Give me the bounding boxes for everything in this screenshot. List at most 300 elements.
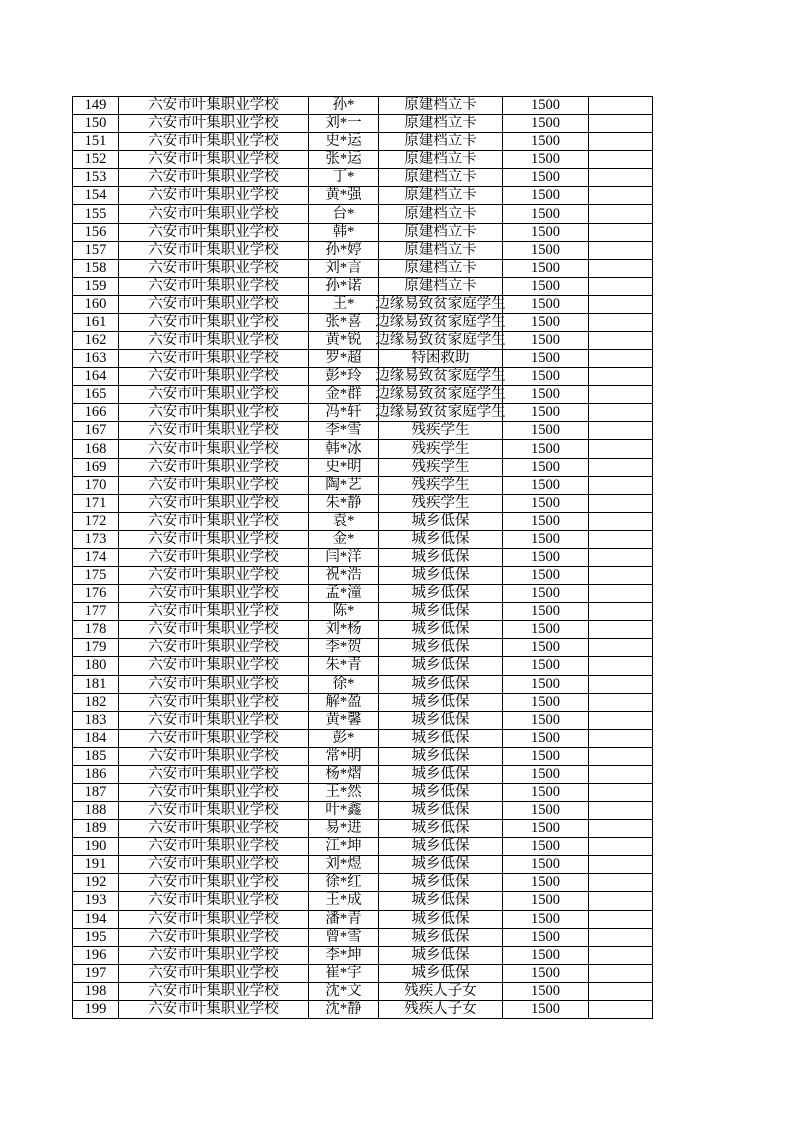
school-name: 六安市叶集职业学校	[119, 169, 309, 187]
row-number: 189	[73, 820, 119, 838]
school-name: 六安市叶集职业学校	[119, 639, 309, 657]
row-number: 191	[73, 856, 119, 874]
remark-cell	[589, 983, 653, 1001]
aid-category: 残疾学生	[379, 422, 503, 440]
aid-category: 城乡低保	[379, 802, 503, 820]
aid-category: 原建档立卡	[379, 242, 503, 260]
table-row	[73, 838, 653, 856]
student-name: 孟*潼	[309, 585, 379, 603]
student-name: 张*运	[309, 151, 379, 169]
aid-category: 原建档立卡	[379, 205, 503, 223]
subsidy-amount: 1500	[503, 838, 589, 856]
row-number: 187	[73, 784, 119, 802]
student-name: 解*盈	[309, 694, 379, 712]
table-row	[73, 892, 653, 910]
remark-cell	[589, 205, 653, 223]
aid-category: 残疾学生	[379, 440, 503, 458]
row-number: 160	[73, 296, 119, 314]
table-row	[73, 730, 653, 748]
remark-cell	[589, 314, 653, 332]
row-number: 164	[73, 368, 119, 386]
table-row	[73, 513, 653, 531]
table-row	[73, 169, 653, 187]
subsidy-amount: 1500	[503, 205, 589, 223]
table-row	[73, 712, 653, 730]
remark-cell	[589, 133, 653, 151]
subsidy-amount: 1500	[503, 495, 589, 513]
aid-category: 边缘易致贫家庭学生	[379, 332, 503, 350]
remark-cell	[589, 730, 653, 748]
remark-cell	[589, 422, 653, 440]
aid-category: 城乡低保	[379, 603, 503, 621]
subsidy-amount: 1500	[503, 802, 589, 820]
subsidy-amount: 1500	[503, 440, 589, 458]
student-name: 王*然	[309, 784, 379, 802]
school-name: 六安市叶集职业学校	[119, 332, 309, 350]
aid-category: 残疾学生	[379, 459, 503, 477]
remark-cell	[589, 97, 653, 115]
remark-cell	[589, 965, 653, 983]
row-number: 190	[73, 838, 119, 856]
remark-cell	[589, 549, 653, 567]
table-row	[73, 911, 653, 929]
remark-cell	[589, 694, 653, 712]
table-row	[73, 965, 653, 983]
student-name: 沈*文	[309, 983, 379, 1001]
student-name: 常*明	[309, 748, 379, 766]
subsidy-amount: 1500	[503, 332, 589, 350]
remark-cell	[589, 513, 653, 531]
table-row	[73, 314, 653, 332]
row-number: 185	[73, 748, 119, 766]
subsidy-amount: 1500	[503, 549, 589, 567]
subsidy-amount: 1500	[503, 947, 589, 965]
subsidy-amount: 1500	[503, 260, 589, 278]
subsidy-amount: 1500	[503, 459, 589, 477]
school-name: 六安市叶集职业学校	[119, 585, 309, 603]
subsidy-amount: 1500	[503, 983, 589, 1001]
student-name: 朱*青	[309, 657, 379, 675]
row-number: 195	[73, 929, 119, 947]
subsidy-amount: 1500	[503, 730, 589, 748]
school-name: 六安市叶集职业学校	[119, 440, 309, 458]
table-row	[73, 694, 653, 712]
student-name: 王*成	[309, 892, 379, 910]
school-name: 六安市叶集职业学校	[119, 278, 309, 296]
school-name: 六安市叶集职业学校	[119, 242, 309, 260]
subsidy-amount: 1500	[503, 368, 589, 386]
row-number: 175	[73, 567, 119, 585]
school-name: 六安市叶集职业学校	[119, 874, 309, 892]
table-row	[73, 495, 653, 513]
remark-cell	[589, 639, 653, 657]
row-number: 174	[73, 549, 119, 567]
subsidy-amount: 1500	[503, 187, 589, 205]
table-row	[73, 278, 653, 296]
student-name: 金*	[309, 531, 379, 549]
row-number: 169	[73, 459, 119, 477]
school-name: 六安市叶集职业学校	[119, 802, 309, 820]
aid-category: 城乡低保	[379, 929, 503, 947]
remark-cell	[589, 296, 653, 314]
student-name: 潘*青	[309, 911, 379, 929]
student-name: 台*	[309, 205, 379, 223]
student-name: 徐*红	[309, 874, 379, 892]
remark-cell	[589, 332, 653, 350]
row-number: 153	[73, 169, 119, 187]
aid-category: 城乡低保	[379, 730, 503, 748]
row-number: 177	[73, 603, 119, 621]
table-row	[73, 947, 653, 965]
school-name: 六安市叶集职业学校	[119, 676, 309, 694]
school-name: 六安市叶集职业学校	[119, 205, 309, 223]
school-name: 六安市叶集职业学校	[119, 657, 309, 675]
student-name: 李*坤	[309, 947, 379, 965]
table-row	[73, 802, 653, 820]
subsidy-amount: 1500	[503, 224, 589, 242]
remark-cell	[589, 404, 653, 422]
table-row	[73, 368, 653, 386]
school-name: 六安市叶集职业学校	[119, 350, 309, 368]
subsidy-amount: 1500	[503, 965, 589, 983]
row-number: 193	[73, 892, 119, 910]
student-name: 朱*静	[309, 495, 379, 513]
table-row	[73, 676, 653, 694]
student-name: 易*进	[309, 820, 379, 838]
row-number: 158	[73, 260, 119, 278]
remark-cell	[589, 712, 653, 730]
table-row	[73, 856, 653, 874]
remark-cell	[589, 621, 653, 639]
aid-category: 残疾学生	[379, 477, 503, 495]
row-number: 150	[73, 115, 119, 133]
student-name: 韩*冰	[309, 440, 379, 458]
aid-category: 城乡低保	[379, 585, 503, 603]
table-row	[73, 296, 653, 314]
aid-category: 城乡低保	[379, 513, 503, 531]
remark-cell	[589, 242, 653, 260]
aid-category: 边缘易致贫家庭学生	[379, 368, 503, 386]
table-row	[73, 332, 653, 350]
remark-cell	[589, 169, 653, 187]
school-name: 六安市叶集职业学校	[119, 947, 309, 965]
school-name: 六安市叶集职业学校	[119, 459, 309, 477]
aid-category: 城乡低保	[379, 621, 503, 639]
school-name: 六安市叶集职业学校	[119, 531, 309, 549]
subsidy-amount: 1500	[503, 477, 589, 495]
subsidy-amount: 1500	[503, 97, 589, 115]
aid-category: 原建档立卡	[379, 115, 503, 133]
subsidy-amount: 1500	[503, 133, 589, 151]
school-name: 六安市叶集职业学校	[119, 892, 309, 910]
remark-cell	[589, 874, 653, 892]
school-name: 六安市叶集职业学校	[119, 549, 309, 567]
aid-category: 城乡低保	[379, 911, 503, 929]
school-name: 六安市叶集职业学校	[119, 784, 309, 802]
school-name: 六安市叶集职业学校	[119, 1001, 309, 1019]
row-number: 155	[73, 205, 119, 223]
aid-category: 边缘易致贫家庭学生	[379, 314, 503, 332]
register-table	[72, 96, 653, 1019]
school-name: 六安市叶集职业学校	[119, 224, 309, 242]
row-number: 171	[73, 495, 119, 513]
remark-cell	[589, 187, 653, 205]
row-number: 166	[73, 404, 119, 422]
school-name: 六安市叶集职业学校	[119, 965, 309, 983]
row-number: 184	[73, 730, 119, 748]
remark-cell	[589, 440, 653, 458]
subsidy-amount: 1500	[503, 639, 589, 657]
aid-category: 城乡低保	[379, 712, 503, 730]
aid-category: 原建档立卡	[379, 169, 503, 187]
remark-cell	[589, 350, 653, 368]
school-name: 六安市叶集职业学校	[119, 712, 309, 730]
row-number: 167	[73, 422, 119, 440]
school-name: 六安市叶集职业学校	[119, 513, 309, 531]
subsidy-amount: 1500	[503, 151, 589, 169]
remark-cell	[589, 260, 653, 278]
subsidy-amount: 1500	[503, 296, 589, 314]
student-name: 彭*	[309, 730, 379, 748]
school-name: 六安市叶集职业学校	[119, 296, 309, 314]
subsidy-amount: 1500	[503, 676, 589, 694]
row-number: 197	[73, 965, 119, 983]
subsidy-amount: 1500	[503, 350, 589, 368]
aid-category: 原建档立卡	[379, 97, 503, 115]
table-row	[73, 187, 653, 205]
row-number: 152	[73, 151, 119, 169]
subsidy-amount: 1500	[503, 585, 589, 603]
subsidy-amount: 1500	[503, 404, 589, 422]
remark-cell	[589, 856, 653, 874]
row-number: 182	[73, 694, 119, 712]
table-row	[73, 133, 653, 151]
row-number: 180	[73, 657, 119, 675]
student-name: 刘*煜	[309, 856, 379, 874]
school-name: 六安市叶集职业学校	[119, 748, 309, 766]
table-row	[73, 224, 653, 242]
subsidy-amount: 1500	[503, 621, 589, 639]
remark-cell	[589, 802, 653, 820]
remark-cell	[589, 115, 653, 133]
school-name: 六安市叶集职业学校	[119, 495, 309, 513]
student-name: 叶*鑫	[309, 802, 379, 820]
student-name: 祝*浩	[309, 567, 379, 585]
row-number: 163	[73, 350, 119, 368]
subsidy-amount: 1500	[503, 278, 589, 296]
aid-category: 城乡低保	[379, 531, 503, 549]
student-name: 金*群	[309, 386, 379, 404]
row-number: 149	[73, 97, 119, 115]
remark-cell	[589, 585, 653, 603]
student-name: 刘*言	[309, 260, 379, 278]
table-row	[73, 242, 653, 260]
row-number: 181	[73, 676, 119, 694]
remark-cell	[589, 676, 653, 694]
aid-category: 原建档立卡	[379, 278, 503, 296]
table-row	[73, 260, 653, 278]
aid-category: 特困救助	[379, 350, 503, 368]
school-name: 六安市叶集职业学校	[119, 260, 309, 278]
remark-cell	[589, 368, 653, 386]
aid-category: 城乡低保	[379, 947, 503, 965]
student-name: 张*喜	[309, 314, 379, 332]
remark-cell	[589, 151, 653, 169]
student-name: 徐*	[309, 676, 379, 694]
table-row	[73, 603, 653, 621]
table-row	[73, 549, 653, 567]
row-number: 192	[73, 874, 119, 892]
student-name: 袁*	[309, 513, 379, 531]
aid-category: 城乡低保	[379, 838, 503, 856]
aid-category: 城乡低保	[379, 892, 503, 910]
school-name: 六安市叶集职业学校	[119, 97, 309, 115]
aid-category: 城乡低保	[379, 820, 503, 838]
remark-cell	[589, 603, 653, 621]
row-number: 176	[73, 585, 119, 603]
remark-cell	[589, 820, 653, 838]
aid-category: 原建档立卡	[379, 260, 503, 278]
school-name: 六安市叶集职业学校	[119, 820, 309, 838]
student-name: 陶*艺	[309, 477, 379, 495]
school-name: 六安市叶集职业学校	[119, 838, 309, 856]
table-row	[73, 350, 653, 368]
school-name: 六安市叶集职业学校	[119, 422, 309, 440]
student-name: 黄*强	[309, 187, 379, 205]
school-name: 六安市叶集职业学校	[119, 929, 309, 947]
school-name: 六安市叶集职业学校	[119, 694, 309, 712]
aid-category: 城乡低保	[379, 567, 503, 585]
student-name: 孙*婷	[309, 242, 379, 260]
school-name: 六安市叶集职业学校	[119, 115, 309, 133]
subsidy-amount: 1500	[503, 892, 589, 910]
student-name: 孙*诺	[309, 278, 379, 296]
row-number: 179	[73, 639, 119, 657]
student-name: 江*坤	[309, 838, 379, 856]
school-name: 六安市叶集职业学校	[119, 404, 309, 422]
table-row	[73, 639, 653, 657]
student-name: 李*贺	[309, 639, 379, 657]
student-name: 陈*	[309, 603, 379, 621]
remark-cell	[589, 892, 653, 910]
remark-cell	[589, 567, 653, 585]
subsidy-amount: 1500	[503, 242, 589, 260]
remark-cell	[589, 657, 653, 675]
aid-category: 城乡低保	[379, 874, 503, 892]
student-name: 韩*	[309, 224, 379, 242]
row-number: 156	[73, 224, 119, 242]
row-number: 157	[73, 242, 119, 260]
table-row	[73, 1001, 653, 1019]
school-name: 六安市叶集职业学校	[119, 133, 309, 151]
student-name: 冯*轩	[309, 404, 379, 422]
table-row	[73, 459, 653, 477]
student-name: 史*运	[309, 133, 379, 151]
row-number: 161	[73, 314, 119, 332]
subsidy-amount: 1500	[503, 603, 589, 621]
remark-cell	[589, 1001, 653, 1019]
aid-category: 城乡低保	[379, 784, 503, 802]
row-number: 188	[73, 802, 119, 820]
row-number: 186	[73, 766, 119, 784]
table-row	[73, 784, 653, 802]
school-name: 六安市叶集职业学校	[119, 187, 309, 205]
school-name: 六安市叶集职业学校	[119, 603, 309, 621]
subsidy-amount: 1500	[503, 531, 589, 549]
school-name: 六安市叶集职业学校	[119, 567, 309, 585]
remark-cell	[589, 278, 653, 296]
subsidy-amount: 1500	[503, 784, 589, 802]
remark-cell	[589, 766, 653, 784]
row-number: 162	[73, 332, 119, 350]
student-name: 孙*	[309, 97, 379, 115]
student-name: 王*	[309, 296, 379, 314]
table-row	[73, 151, 653, 169]
aid-category: 原建档立卡	[379, 187, 503, 205]
student-name: 崔*宇	[309, 965, 379, 983]
subsidy-amount: 1500	[503, 766, 589, 784]
table-row	[73, 983, 653, 1001]
row-number: 154	[73, 187, 119, 205]
student-name: 丁*	[309, 169, 379, 187]
table-row	[73, 477, 653, 495]
subsidy-amount: 1500	[503, 712, 589, 730]
aid-category: 城乡低保	[379, 694, 503, 712]
subsidy-amount: 1500	[503, 1001, 589, 1019]
subsidy-amount: 1500	[503, 169, 589, 187]
student-name: 刘*一	[309, 115, 379, 133]
subsidy-amount: 1500	[503, 513, 589, 531]
student-name: 黄*锐	[309, 332, 379, 350]
remark-cell	[589, 784, 653, 802]
school-name: 六安市叶集职业学校	[119, 314, 309, 332]
aid-category: 边缘易致贫家庭学生	[379, 296, 503, 314]
row-number: 183	[73, 712, 119, 730]
row-number: 194	[73, 911, 119, 929]
subsidy-amount: 1500	[503, 911, 589, 929]
student-name: 罗*超	[309, 350, 379, 368]
remark-cell	[589, 531, 653, 549]
table-row	[73, 404, 653, 422]
school-name: 六安市叶集职业学校	[119, 730, 309, 748]
table-row	[73, 422, 653, 440]
aid-category: 边缘易致贫家庭学生	[379, 386, 503, 404]
subsidy-amount: 1500	[503, 657, 589, 675]
subsidy-amount: 1500	[503, 856, 589, 874]
aid-category: 城乡低保	[379, 549, 503, 567]
school-name: 六安市叶集职业学校	[119, 621, 309, 639]
table-row	[73, 386, 653, 404]
student-name: 黄*馨	[309, 712, 379, 730]
remark-cell	[589, 224, 653, 242]
row-number: 165	[73, 386, 119, 404]
aid-category: 城乡低保	[379, 748, 503, 766]
row-number: 172	[73, 513, 119, 531]
student-name: 沈*静	[309, 1001, 379, 1019]
student-name: 彭*玲	[309, 368, 379, 386]
aid-category: 城乡低保	[379, 657, 503, 675]
table-row	[73, 657, 653, 675]
table-row	[73, 585, 653, 603]
aid-category: 边缘易致贫家庭学生	[379, 404, 503, 422]
student-name: 史*明	[309, 459, 379, 477]
aid-category: 城乡低保	[379, 856, 503, 874]
aid-category: 原建档立卡	[379, 151, 503, 169]
student-name: 闫*洋	[309, 549, 379, 567]
subsidy-amount: 1500	[503, 386, 589, 404]
table-row	[73, 531, 653, 549]
school-name: 六安市叶集职业学校	[119, 477, 309, 495]
